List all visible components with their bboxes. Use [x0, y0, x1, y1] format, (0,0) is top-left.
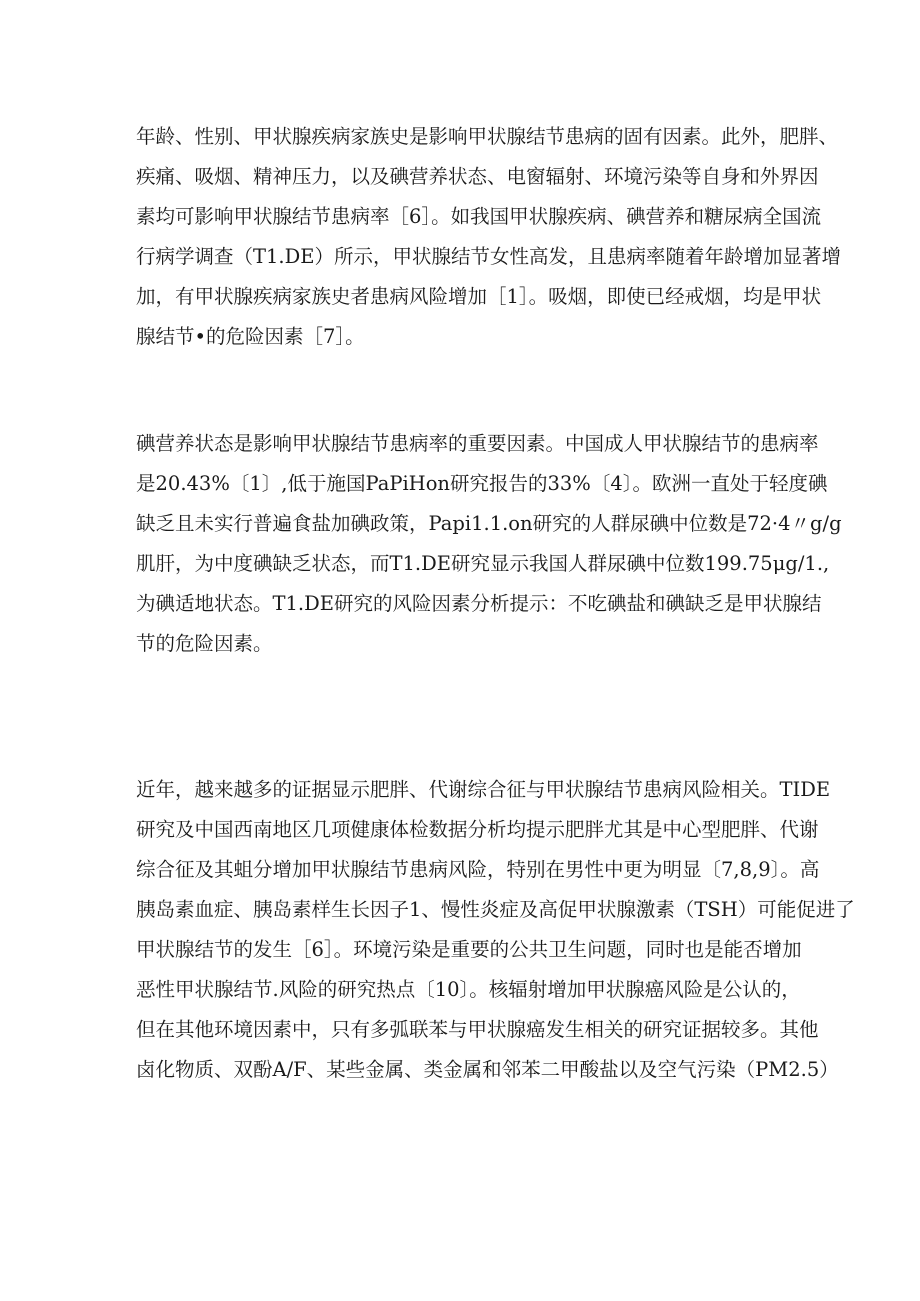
text-line: 素均可影响甲状腺结节患病率［6］。如我国甲状腺疾病、碘营养和糖尿病全国流 — [136, 205, 822, 228]
text-line: 但在其他环境因素中，只有多弧联苯与甲状腺癌发生相关的研究证据较多。其他 — [136, 1018, 819, 1041]
text-line: 腺结节•的危险因素［7］。 — [136, 325, 365, 348]
text-line: 肌肝，为中度碘缺乏状态，而T1.DE研究显示我国人群尿碘中位数199.75μg/1., — [136, 552, 830, 575]
paragraph-2 — [136, 424, 842, 664]
text-line: 为碘适地状态。T1.DE研究的风险因素分析提示：不吃碘盐和碘缺乏是甲状腺结 — [136, 592, 822, 615]
text-line: 是20.43%〔1〕,低于施国PaPiHon研究报告的33%〔4〕。欧洲一直处于轻度碘 — [136, 472, 828, 495]
text-line: 加，有甲状腺疾病家族史者患病风险增加［1］。吸烟，即使已经戒烟，均是甲状 — [136, 285, 822, 308]
text-line: 胰岛素血症、胰岛素样生长因子1、慢性炎症及高促甲状腺激素（TSH）可能促进了 — [136, 898, 855, 921]
paragraph-3 — [136, 770, 855, 1090]
text-line: 甲状腺结节的发生［6］。环境污染是重要的公共卫生问题，同时也是能否增加 — [136, 938, 802, 961]
text-line: 综合征及其蛆分增加甲状腺结节患病风险，特别在男性中更为明显〔7,8,9〕。高 — [136, 858, 820, 881]
text-line: 缺乏且未实行普遍食盐加碘政策，Papi1.1.on研究的人群尿碘中位数是72·4〃g/g — [136, 512, 842, 535]
text-line: 卤化物质、双酚A/F、某些金属、类金属和邻苯二甲酸盐以及空气污染（PM2.5） — [136, 1058, 839, 1081]
text-line: 恶性甲状腺结节.风险的研究热点〔10〕。核辐射增加甲状腺癌风险是公认的， — [136, 978, 801, 1001]
text-line: 节的危险因素。 — [136, 632, 273, 655]
text-line: 碘营养状态是影响甲状腺结节患病率的重要因素。中国成人甲状腺结节的患病率 — [136, 432, 819, 455]
text-line: 研究及中国西南地区几项健康体检数据分析均提示肥胖尤其是中心型肥胖、代谢 — [136, 818, 819, 841]
text-line: 近年，越来越多的证据显示肥胖、代谢综合征与甲状腺结节患病风险相关。TIDE — [136, 778, 831, 801]
text-line: 行病学调查（T1.DE）所示，甲状腺结节女性高发，且患病率随着年龄增加显著增 — [136, 245, 841, 268]
text-line: 疾痛、吸烟、精神压力，以及碘营养状态、电窗辐射、环境污染等自身和外界因 — [136, 165, 819, 188]
text-line: 年龄、性别、甲状腺疾病家族史是影响甲状腺结节患病的固有因素。此外，肥胖、 — [136, 125, 839, 148]
paragraph-1 — [136, 117, 841, 357]
